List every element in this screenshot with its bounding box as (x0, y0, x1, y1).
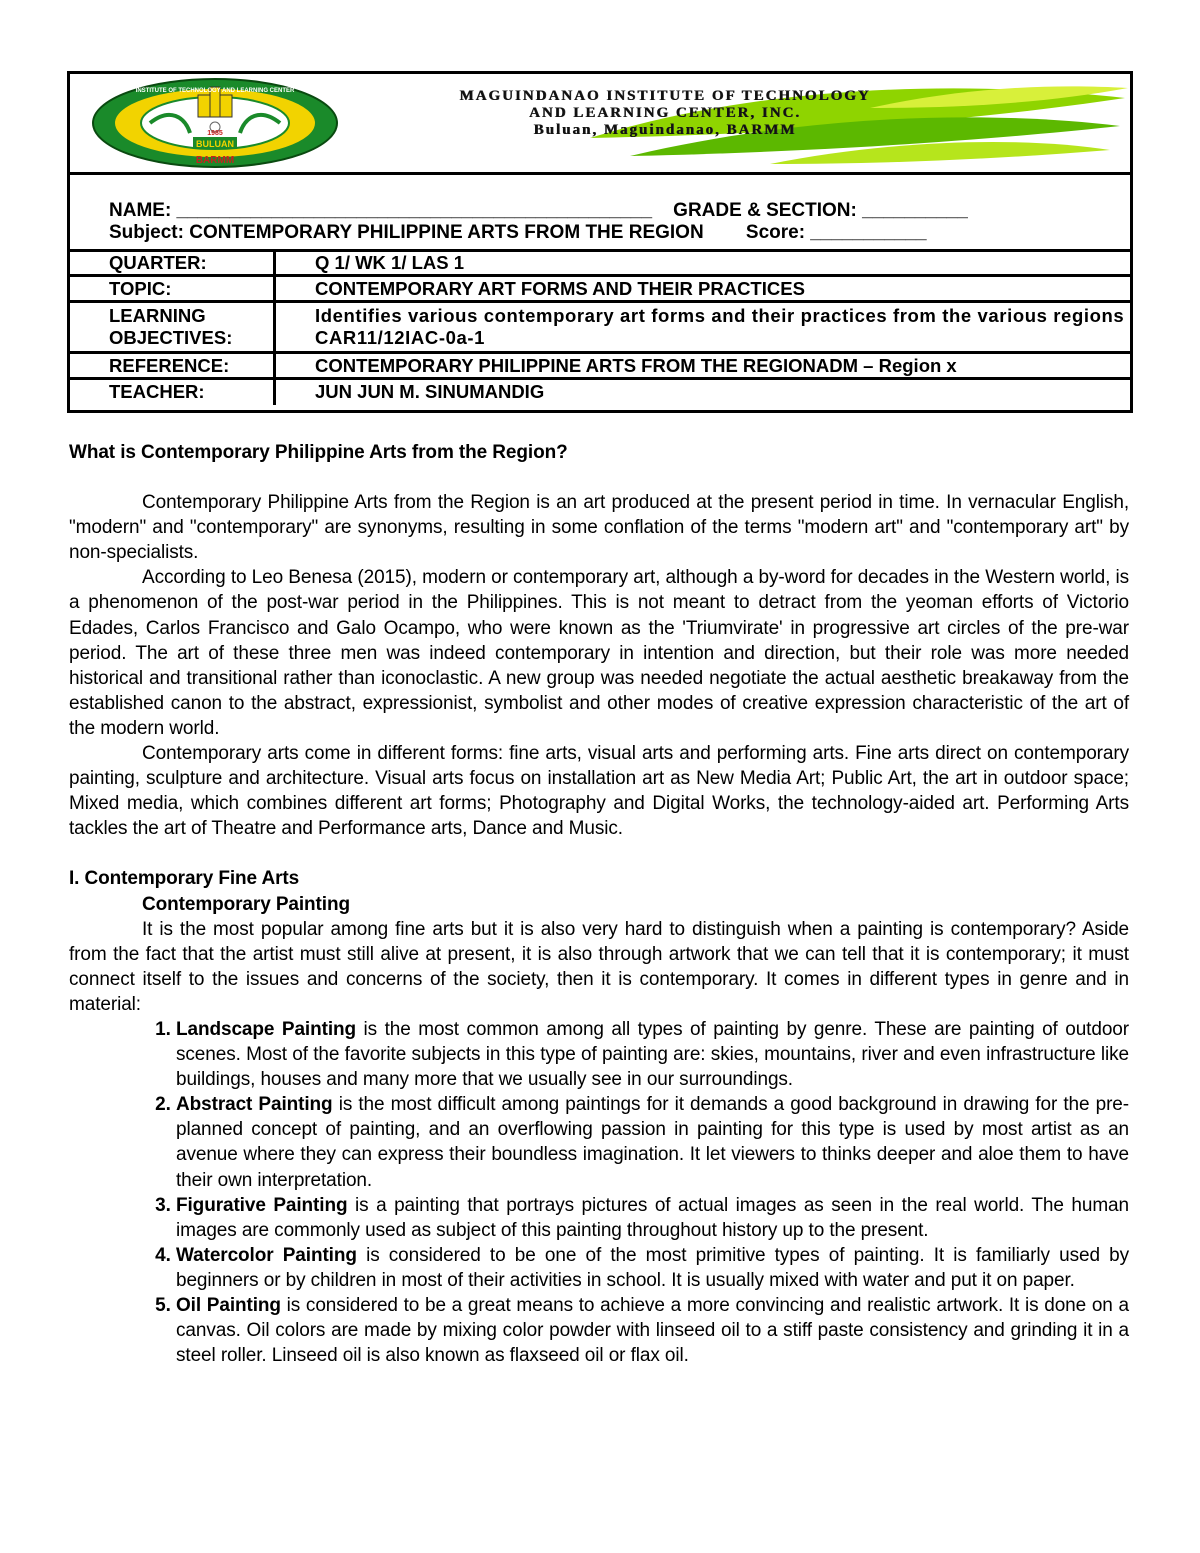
objectives-value: Identifies various contemporary art forms and their practices from the various regions CAR11/12IAC-0a-1 (275, 302, 1131, 353)
subject-score-line: Subject: CONTEMPORARY PHILIPPINE ARTS FROM THE REGION Score: ___________ (109, 222, 927, 243)
logo-region-text: BARMM (195, 155, 235, 166)
quarter-label: QUARTER: (70, 251, 275, 276)
school-seal-logo (90, 77, 340, 169)
quarter-value: Q 1/ WK 1/ LAS 1 (275, 251, 1131, 276)
logo-arc-text: INSTITUTE OF TECHNOLOGY AND LEARNING CENTER (135, 88, 295, 94)
teacher-value: JUN JUN M. SINUMANDIG (275, 379, 1131, 405)
worksheet-header (67, 71, 1133, 413)
reference-value: CONTEMPORARY PHILIPPINE ARTS FROM THE REGIONADM – Region x (275, 353, 1131, 379)
school-banner (70, 74, 1130, 175)
institution-line-3: Buluan, Maguindanao, BARMM (533, 122, 797, 138)
list-text: is a painting that portrays pictures of actual images as seen in the real world. The human images are commonly used as subject of this painting throughout history up to the present. (176, 1194, 1129, 1241)
list-item (176, 1017, 1129, 1092)
list-term: Landscape Painting (176, 1018, 357, 1040)
list-item (176, 1243, 1129, 1293)
list-text: is considered to be one of the most primitive types of painting. It is familiarly used by beginners or by children in most of their activities in school. It is usually mixed with water and put it on paper. (176, 1244, 1129, 1291)
logo-year-text: 1985 (207, 130, 223, 137)
list-term: Watercolor Painting (176, 1244, 357, 1266)
question-heading: What is Contemporary Philippine Arts from the Region? (69, 442, 568, 463)
table-row (70, 251, 1130, 276)
table-row (70, 276, 1130, 302)
list-text: is considered to be a great means to achieve a more convincing and realistic artwork. It is done on a canvas. Oil colors are made by mixing color powder with linseed oil to a stiff paste consistency and grinding it in a steel roller. Linseed oil is also known as flaxseed oil or flax oil. (176, 1295, 1129, 1367)
section-heading: I. Contemporary Fine Arts (69, 868, 300, 890)
objectives-label: LEARNING OBJECTIVES: (70, 302, 275, 353)
table-row (70, 302, 1130, 353)
list-term: Oil Painting (176, 1295, 281, 1316)
student-info (109, 200, 1109, 244)
table-row (70, 379, 1130, 405)
list-term: Abstract Painting (176, 1094, 333, 1116)
name-grade-line: NAME: _____________________________________________ GRADE & SECTION: __________ (109, 200, 968, 221)
list-item (176, 1193, 1129, 1243)
lesson-content (69, 440, 1129, 1368)
institution-line-2: AND LEARNING CENTER, INC. (528, 105, 802, 121)
topic-label: TOPIC: (70, 276, 275, 302)
paragraph: It is the most popular among fine arts but it is also very hard to distinguish when a painting is contemporary? Aside from the fact that the artist must still alive at present, it is also through artwork that we can tell that it is contemporary; it must connect itself to the issues and concerns of the society, then it is contemporary. It comes in different types in genre and in material: (69, 918, 1129, 1015)
paragraph: Contemporary Philippine Arts from the Region is an art produced at the present period in time. In vernacular English, "modern" and "contemporary" are synonyms, resulting in some conflation of the terms "modern art" and "contemporary art" by non-specialists. (69, 492, 1129, 564)
topic-value: CONTEMPORARY ART FORMS AND THEIR PRACTICES (275, 276, 1131, 302)
institution-name (355, 88, 975, 139)
painting-types-list (69, 1017, 1129, 1368)
reference-label: REFERENCE: (70, 353, 275, 379)
list-text: is the most difficult among paintings for it demands a good background in drawing for the pre-planned concept of painting, and an overflowing passion in painting for this type is used by most artist as an avenue where they can express their boundless imagination. It let viewers to thinks deeper and aloe them to have their own interpretation. (176, 1094, 1129, 1191)
lesson-info-table (70, 249, 1130, 405)
logo-town-text: BULUAN (196, 139, 234, 149)
teacher-label: TEACHER: (70, 379, 275, 405)
institution-line-1: MAGUINDANAO INSTITUTE OF TECHNOLOGY (459, 88, 871, 104)
subsection-heading: Contemporary Painting (142, 893, 350, 915)
list-term: Figurative Painting (176, 1194, 348, 1216)
paragraph: Contemporary arts come in different forms: fine arts, visual arts and performing arts. Fine arts direct on contemporary painting, sculpture and architecture. Visual arts focus on installation art as New Media Art; Public Art, the art in outdoor space; Mixed media, which combines different art forms; Photography and Digital Works, the technology-aided art. Performing Arts tackles the art of Theatre and Performance arts, Dance and Music. (69, 743, 1129, 840)
list-item (176, 1092, 1129, 1192)
list-text: is the most common among all types of painting by genre. These are painting of outdoor scenes. Most of the favorite subjects in this type of painting are: skies, mountains, river and even infrastructure like buildings, houses and many more that we usually see in our surroundings. (176, 1018, 1129, 1091)
list-item (176, 1293, 1129, 1368)
table-row (70, 353, 1130, 379)
paragraph: According to Leo Benesa (2015), modern or contemporary art, although a by-word for decades in the Western world, is a phenomenon of the post-war period in the Philippines. This is not meant to detract from the yeoman efforts of Victorio Edades, Carlos Francisco and Galo Ocampo, who were known as the 'Triumvirate' in progressive art circles of the pre-war period. The art of these three men was indeed contemporary in intention and direction, but their role was more needed historical and transitional rather than iconoclastic. A new group was needed negotiate the actual aesthetic breakaway from the established canon to the abstract, expressionist, symbolist and other modes of creative expression characteristic of the art of the modern world. (69, 567, 1129, 739)
